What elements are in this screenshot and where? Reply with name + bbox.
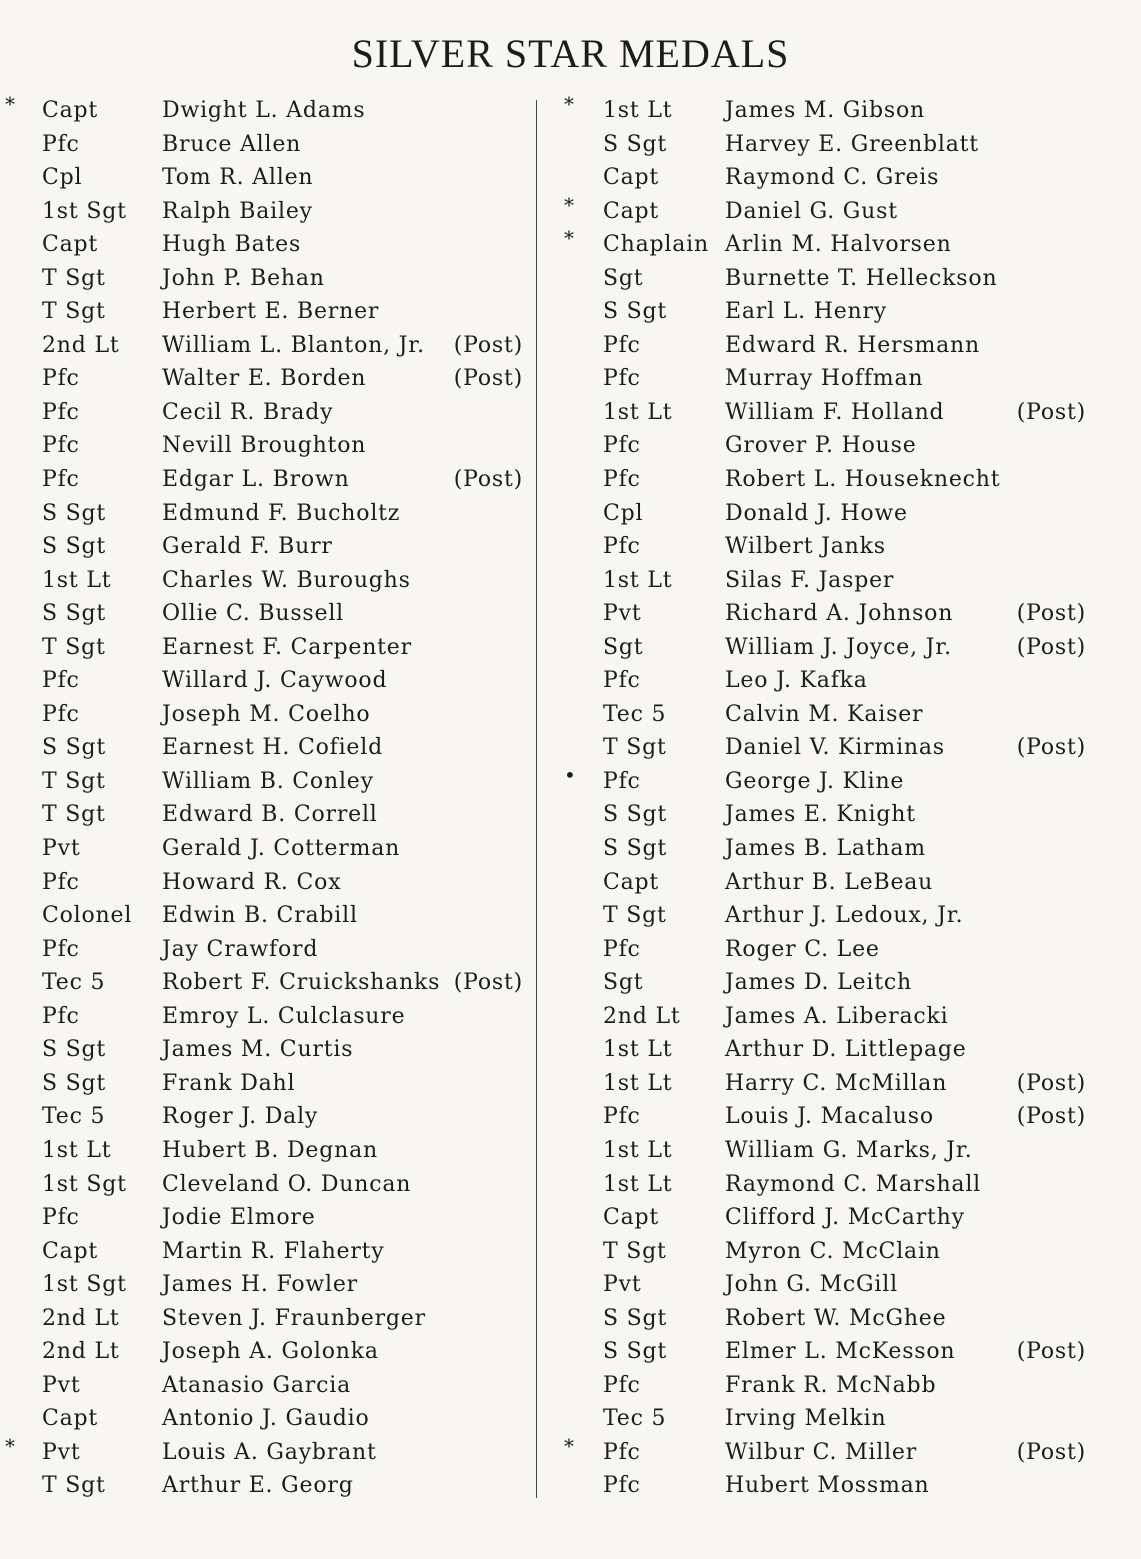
posthumous-marker: (Post) [1016,634,1086,660]
list-item [0,362,535,396]
list-item [0,1433,535,1470]
list-item [555,798,1141,832]
recipient-name: Harvey E. Greenblatt [725,131,979,157]
recipient-name: Silas F. Jasper [725,567,895,593]
recipient-name: Frank Dahl [162,1070,296,1096]
recipient-name: Cleveland O. Duncan [162,1171,412,1197]
star-marker: * [564,226,575,251]
list-item [0,765,535,799]
list-item [0,530,535,564]
recipient-name: Roger C. Lee [725,936,880,962]
star-marker: * [5,1433,16,1458]
recipient-name: Myron C. McClain [725,1238,941,1264]
list-item [555,497,1141,531]
rank-label: S Sgt [42,601,107,627]
rank-label: S Sgt [42,1037,107,1063]
rank-label: Capt [42,232,99,258]
rank-label: Pvt [603,1272,642,1298]
rank-label: Pfc [603,668,641,694]
list-item [0,161,535,195]
rank-label: 1st Lt [42,567,112,593]
rank-label: Tec 5 [42,1104,106,1130]
recipient-name: Arthur E. Georg [162,1473,354,1499]
list-item [555,1402,1141,1436]
list-item [0,832,535,866]
rank-label: Pfc [42,433,80,459]
posthumous-marker: (Post) [1016,399,1086,425]
list-item [0,1168,535,1202]
list-item [0,866,535,900]
recipient-name: Roger J. Daly [162,1104,319,1130]
recipient-name: Earl L. Henry [725,299,888,325]
posthumous-marker: (Post) [1016,735,1086,761]
recipient-name: Louis A. Gaybrant [162,1439,377,1465]
rank-label: S Sgt [603,802,668,828]
recipient-name: Hubert B. Degnan [162,1137,378,1163]
recipient-name: Robert W. McGhee [725,1305,947,1331]
recipient-name: Calvin M. Kaiser [725,701,924,727]
rank-label: Sgt [603,970,644,996]
rank-label: T Sgt [42,634,106,660]
recipient-name: Walter E. Borden [162,366,367,392]
rank-label: 2nd Lt [603,1003,681,1029]
recipient-name: Herbert E. Berner [162,299,380,325]
rank-label: Pfc [42,936,80,962]
recipient-name: George J. Kline [725,768,905,794]
recipient-name: James E. Knight [725,802,916,828]
list-item [555,832,1141,866]
recipient-name: Antonio J. Gaudio [162,1406,370,1432]
list-item [555,1033,1141,1067]
recipient-name: John G. McGill [725,1272,898,1298]
list-item [555,429,1141,463]
list-item [555,329,1141,363]
rank-label: Pfc [42,366,80,392]
list-item [555,899,1141,933]
list-item [555,966,1141,1000]
star-marker: * [5,92,16,116]
list-item [0,1235,535,1269]
rank-label: T Sgt [42,265,106,291]
rank-label: 1st Sgt [42,198,127,224]
recipient-name: Bruce Allen [162,131,302,157]
rank-label: Tec 5 [42,970,106,996]
rank-label: Pfc [42,131,80,157]
rank-label: Pfc [603,366,641,392]
page-title: SILVER STAR MEDALS [351,31,790,76]
list-item [0,1268,535,1302]
posthumous-marker: (Post) [453,467,523,493]
recipient-name: Louis J. Macaluso [725,1104,934,1130]
recipient-name: Joseph M. Coelho [162,701,371,727]
rank-label: S Sgt [603,1339,668,1365]
posthumous-marker: (Post) [1016,1070,1086,1096]
recipient-name: Arlin M. Halvorsen [725,232,952,258]
rank-label: T Sgt [603,735,667,761]
recipient-name: James D. Leitch [725,970,912,996]
list-item [555,866,1141,900]
recipient-name: Earnest H. Cofield [162,735,383,761]
rank-label: Pfc [42,668,80,694]
recipient-name: Cecil R. Brady [162,399,334,425]
recipient-name: James M. Curtis [162,1037,354,1063]
recipient-name: Emroy L. Culclasure [162,1003,406,1029]
list-item [0,564,535,598]
recipient-name: Edmund F. Bucholtz [162,500,401,526]
recipient-name: Arthur D. Littlepage [725,1037,967,1063]
rank-label: Pvt [42,1372,81,1398]
list-item [555,933,1141,967]
rank-label: 1st Lt [603,1037,673,1063]
rank-label: Pfc [603,936,641,962]
rank-label: 2nd Lt [42,1339,120,1365]
posthumous-marker: (Post) [453,970,523,996]
list-item [0,1033,535,1067]
rank-label: Capt [42,1238,99,1264]
rank-label: Capt [42,1406,99,1432]
recipient-name: William B. Conley [162,768,374,794]
rank-label: Pfc [42,467,80,493]
list-item [555,1000,1141,1034]
rank-label: Pfc [603,467,641,493]
list-item [555,1469,1141,1503]
list-item [0,933,535,967]
rank-label: Pvt [603,601,642,627]
list-item [0,329,535,363]
posthumous-marker: (Post) [453,366,523,392]
list-item [0,1201,535,1235]
recipient-name: Nevill Broughton [162,433,367,459]
rank-label: 1st Lt [42,1137,112,1163]
rank-label: Capt [603,165,660,191]
recipient-name: Harry C. McMillan [725,1070,948,1096]
recipient-name: James B. Latham [725,836,926,862]
list-item [555,1302,1141,1336]
recipient-name: Steven J. Fraunberger [162,1305,426,1331]
posthumous-marker: (Post) [453,332,523,358]
rank-label: Pfc [603,332,641,358]
recipient-name: Frank R. McNabb [725,1372,937,1398]
list-item [555,1235,1141,1269]
list-item [555,597,1141,631]
rank-label: S Sgt [42,534,107,560]
recipient-name: Grover P. House [725,433,917,459]
list-item [0,463,535,497]
rank-label: Cpl [42,165,83,191]
list-item [555,161,1141,195]
list-item [0,597,535,631]
rank-label: Pfc [603,1104,641,1130]
list-item [555,1067,1141,1101]
list-item [0,1369,535,1403]
rank-label: Pfc [603,768,641,794]
rank-label: T Sgt [42,1473,106,1499]
list-item [555,396,1141,430]
rank-label: Capt [603,1205,660,1231]
rank-label: T Sgt [603,903,667,929]
rank-label: Cpl [603,500,644,526]
recipient-name: Gerald F. Burr [162,534,333,560]
list-item [555,295,1141,329]
rank-label: Pfc [42,399,80,425]
recipient-name: Irving Melkin [725,1406,887,1432]
recipient-name: Hugh Bates [162,232,302,258]
rank-label: Pvt [42,1439,81,1465]
rank-label: S Sgt [603,299,668,325]
recipient-name: Clifford J. McCarthy [725,1205,965,1231]
list-item [0,1402,535,1436]
recipient-name: Jodie Elmore [162,1205,316,1231]
list-item [555,1268,1141,1302]
rank-label: Pfc [603,1372,641,1398]
recipient-name: Charles W. Buroughs [162,567,411,593]
recipient-name: Daniel V. Kirminas [725,735,945,761]
recipient-name: Tom R. Allen [162,165,314,191]
list-item [0,396,535,430]
rank-label: Capt [603,198,660,224]
recipient-name: William F. Holland [725,399,945,425]
rank-label: T Sgt [42,802,106,828]
recipient-name: Ollie C. Bussell [162,601,344,627]
rank-label: 1st Lt [603,399,673,425]
star-marker: * [564,92,575,116]
rank-label: 2nd Lt [42,332,120,358]
recipient-name: Willard J. Caywood [162,668,388,694]
posthumous-marker: (Post) [1016,1439,1086,1465]
recipient-name: Raymond C. Greis [725,165,940,191]
list-item [0,664,535,698]
rank-label: S Sgt [42,500,107,526]
list-item [0,195,535,229]
recipient-name: Ralph Bailey [162,198,313,224]
list-item [0,1100,535,1134]
rank-label: S Sgt [603,131,668,157]
list-item [0,94,535,128]
column-divider [536,100,537,1498]
rank-label: 1st Lt [603,98,673,123]
list-item [0,262,535,296]
recipient-name: Daniel G. Gust [725,198,898,224]
list-item [555,530,1141,564]
list-item [0,228,535,262]
list-item [0,497,535,531]
list-item [555,262,1141,296]
recipient-name: Wilbur C. Miller [725,1439,918,1465]
recipient-name: Earnest F. Carpenter [162,634,412,660]
recipient-name: Arthur B. LeBeau [725,869,934,895]
rank-label: Chaplain [603,232,709,258]
list-item [555,731,1141,765]
rank-label: 1st Lt [603,1171,673,1197]
star-marker: * [564,192,575,217]
rank-label: Capt [603,869,660,895]
recipient-name: Raymond C. Marshall [725,1171,982,1197]
rank-label: Pvt [42,836,81,862]
recipient-name: William G. Marks, Jr. [725,1137,973,1163]
rank-label: Colonel [42,903,133,929]
recipient-name: Leo J. Kafka [725,668,868,694]
recipient-name: Edward B. Correll [162,802,378,828]
list-item [555,698,1141,732]
list-item [0,1469,535,1503]
rank-label: S Sgt [603,836,668,862]
rank-label: Pfc [603,1439,641,1465]
recipient-name: Robert F. Cruickshanks [162,970,441,996]
list-item [555,463,1141,497]
left-column [0,94,535,1503]
list-item [0,698,535,732]
list-item [555,1433,1141,1470]
rank-label: 2nd Lt [42,1305,120,1331]
recipient-name: Donald J. Howe [725,500,908,526]
list-item [0,899,535,933]
recipient-name: Edwin B. Crabill [162,903,358,929]
list-item [555,762,1141,799]
list-item [0,1302,535,1336]
posthumous-marker: (Post) [1016,601,1086,627]
recipient-name: Wilbert Janks [725,534,886,560]
rank-label: Capt [42,98,99,123]
rank-label: T Sgt [603,1238,667,1264]
rank-label: T Sgt [42,299,106,325]
list-item [0,1134,535,1168]
list-item [0,128,535,162]
posthumous-marker: (Post) [1016,1104,1086,1130]
recipient-name: James M. Gibson [725,98,926,123]
recipient-name: William J. Joyce, Jr. [725,634,952,660]
rank-label: Pfc [42,1205,80,1231]
list-item [555,1168,1141,1202]
list-item [555,1369,1141,1403]
recipient-name: Hubert Mossman [725,1473,930,1499]
list-item [0,1067,535,1101]
list-item [555,128,1141,162]
recipient-name: Elmer L. McKesson [725,1339,956,1365]
recipient-name: Edgar L. Brown [162,467,350,493]
rank-label: S Sgt [603,1305,668,1331]
recipient-name: Atanasio Garcia [162,1372,351,1398]
recipient-name: John P. Behan [162,265,325,291]
right-column [555,94,1141,1503]
rank-label: Tec 5 [603,1406,667,1432]
recipient-name: Martin R. Flaherty [162,1238,385,1264]
rank-label: Pfc [603,534,641,560]
recipient-name: Joseph A. Golonka [162,1339,379,1365]
rank-label: Tec 5 [603,701,667,727]
recipient-name: Howard R. Cox [162,869,342,895]
rank-label: 1st Lt [603,567,673,593]
rank-label: Sgt [603,265,644,291]
rank-label: S Sgt [42,735,107,761]
rank-label: Pfc [42,1003,80,1029]
recipient-name: Richard A. Johnson [725,601,954,627]
list-item [555,664,1141,698]
rank-label: 1st Lt [603,1137,673,1163]
list-item [555,94,1141,128]
list-item [0,731,535,765]
rank-label: T Sgt [42,768,106,794]
list-item [555,564,1141,598]
list-item [555,1134,1141,1168]
recipient-name: Murray Hoffman [725,366,924,392]
list-item [555,631,1141,665]
rank-label: Pfc [603,1473,641,1499]
recipient-name: Arthur J. Ledoux, Jr. [725,903,964,929]
list-item [555,228,1141,262]
recipient-name: James H. Fowler [162,1272,358,1298]
rank-label: 1st Sgt [42,1171,127,1197]
list-item [0,295,535,329]
recipient-name: Gerald J. Cotterman [162,836,401,862]
recipient-name: William L. Blanton, Jr. [162,332,425,358]
list-item [555,362,1141,396]
list-item [0,631,535,665]
rank-label: Pfc [42,869,80,895]
recipient-name: Dwight L. Adams [162,98,366,123]
rank-label: Pfc [603,433,641,459]
rank-label: S Sgt [42,1070,107,1096]
recipient-name: Burnette T. Helleckson [725,265,998,291]
star-marker: • [564,762,577,787]
recipient-name: Jay Crawford [162,936,319,962]
rank-label: Pfc [42,701,80,727]
rank-label: Sgt [603,634,644,660]
star-marker: * [564,1433,575,1458]
rank-label: 1st Sgt [42,1272,127,1298]
recipient-name: Edward R. Hersmann [725,332,980,358]
list-item [555,192,1141,229]
list-item [0,1000,535,1034]
list-item [0,1335,535,1369]
list-item [0,966,535,1000]
list-item [555,1335,1141,1369]
posthumous-marker: (Post) [1016,1339,1086,1365]
list-item [0,429,535,463]
recipient-name: Robert L. Houseknecht [725,467,1001,493]
recipient-name: James A. Liberacki [725,1003,949,1029]
list-item [0,798,535,832]
rank-label: 1st Lt [603,1070,673,1096]
list-item [555,1201,1141,1235]
list-item [555,1100,1141,1134]
